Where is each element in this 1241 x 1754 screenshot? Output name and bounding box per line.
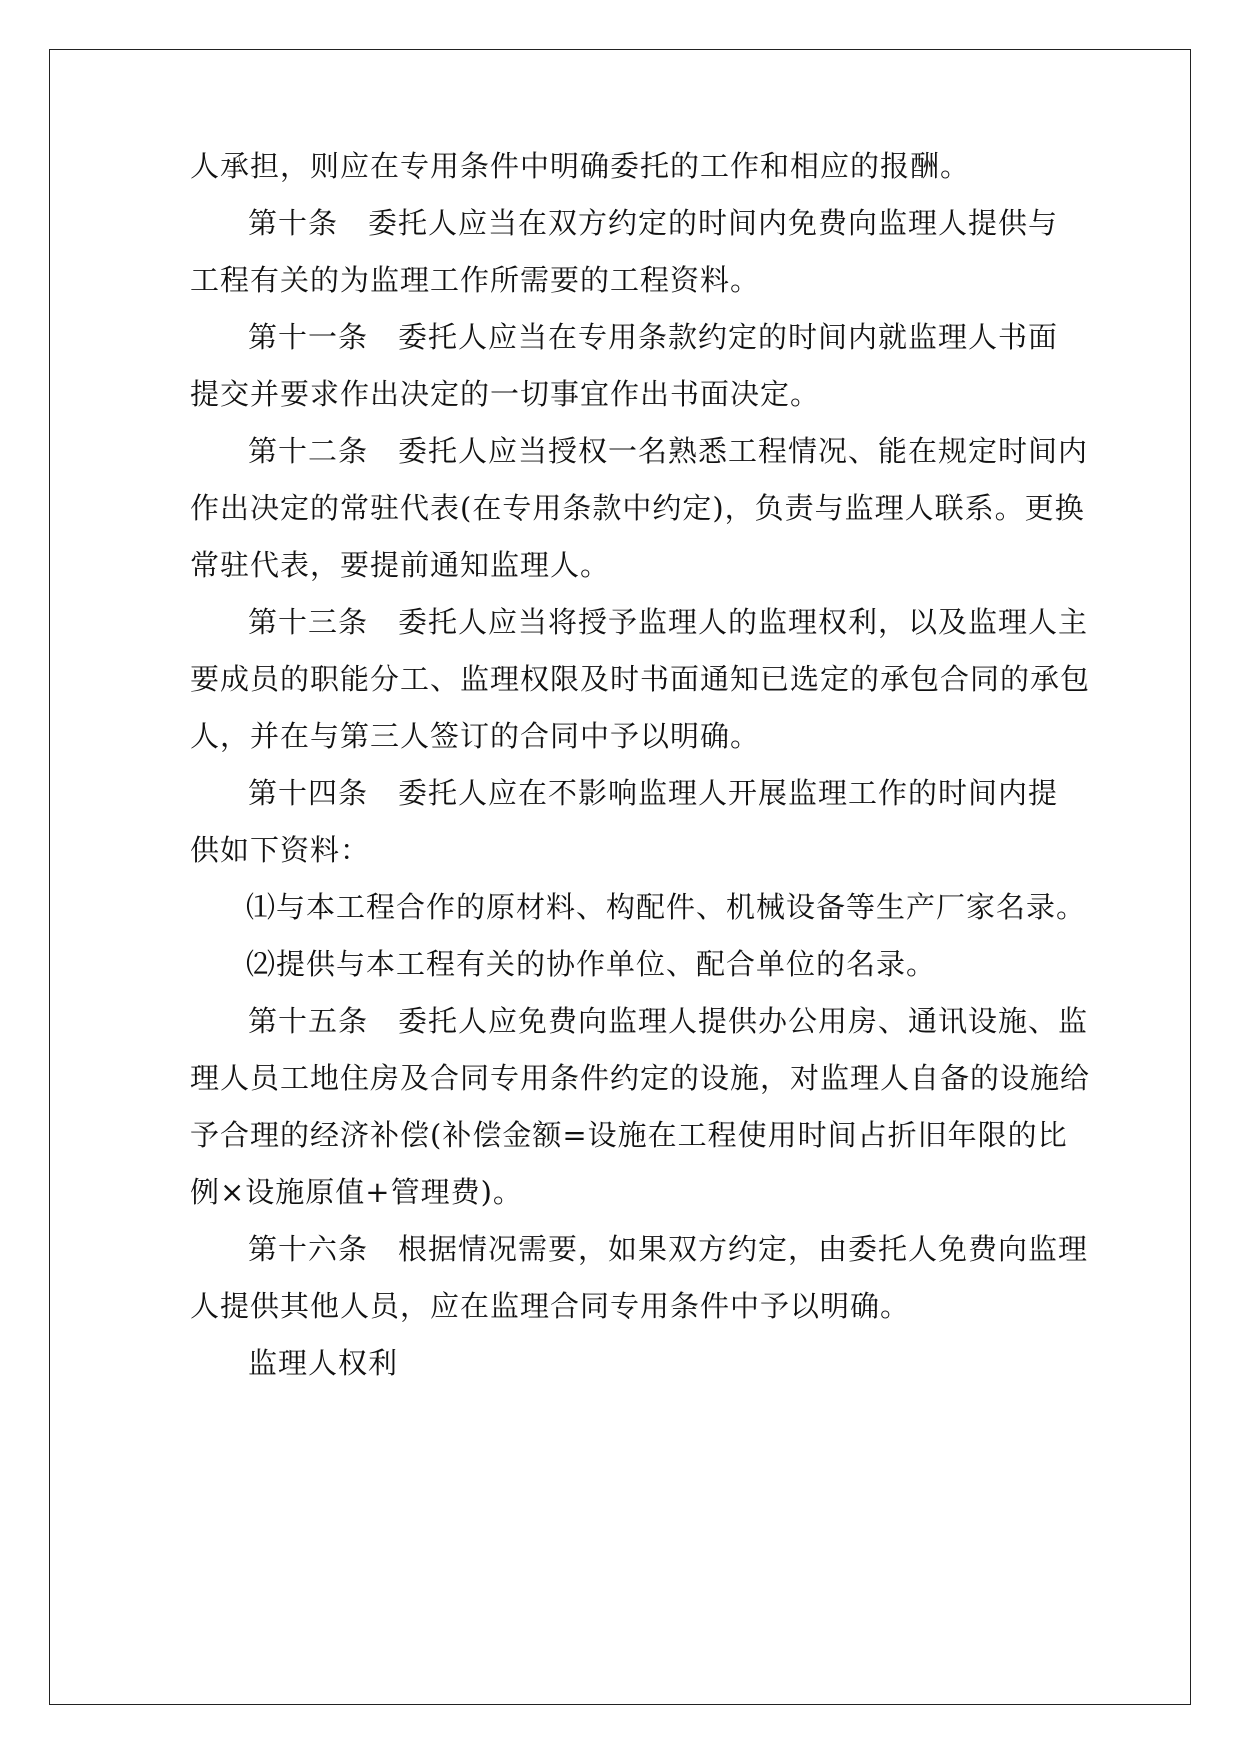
article-12-heading: 第十二条 委托人应当授权一名熟悉工程情况、能在规定时间内	[248, 434, 1089, 468]
text-line: 例×设施原值+管理费)。	[190, 1175, 523, 1209]
article-13-heading: 第十三条 委托人应当将授予监理人的监理权利，以及监理人主	[248, 605, 1089, 639]
text-line: 人提供其他人员，应在监理合同专用条件中予以明确。	[190, 1289, 911, 1323]
text-line: 供如下资料：	[190, 833, 371, 867]
text-line: 要成员的职能分工、监理权限及时书面通知已选定的承包合同的承包	[190, 662, 1091, 696]
article-11-heading: 第十一条 委托人应当在专用条款约定的时间内就监理人书面	[248, 320, 1059, 354]
text-line: 常驻代表，要提前通知监理人。	[190, 548, 611, 582]
article-15-heading: 第十五条 委托人应免费向监理人提供办公用房、通讯设施、监	[248, 1004, 1089, 1038]
text-line: 工程有关的为监理工作所需要的工程资料。	[190, 263, 761, 297]
list-item: ⑵提供与本工程有关的协作单位、配合单位的名录。	[246, 947, 937, 981]
section-heading: 监理人权利	[248, 1346, 399, 1380]
list-item: ⑴与本工程合作的原材料、构配件、机械设备等生产厂家名录。	[246, 890, 1087, 924]
text-line: 人，并在与第三人签订的合同中予以明确。	[190, 719, 761, 753]
text-line: 予合理的经济补偿(补偿金额=设施在工程使用时间占折旧年限的比	[190, 1118, 1068, 1152]
text-line: 理人员工地住房及合同专用条件约定的设施，对监理人自备的设施给	[190, 1061, 1091, 1095]
text-line: 提交并要求作出决定的一切事宜作出书面决定。	[190, 377, 821, 411]
article-16-heading: 第十六条 根据情况需要，如果双方约定，由委托人免费向监理	[248, 1232, 1089, 1266]
article-14-heading: 第十四条 委托人应在不影响监理人开展监理工作的时间内提	[248, 776, 1059, 810]
text-line: 人承担，则应在专用条件中明确委托的工作和相应的报酬。	[190, 149, 971, 183]
text-line: 作出决定的常驻代表(在专用条款中约定)，负责与监理人联系。更换	[190, 491, 1085, 525]
article-10-heading: 第十条 委托人应当在双方约定的时间内免费向监理人提供与	[248, 206, 1059, 240]
